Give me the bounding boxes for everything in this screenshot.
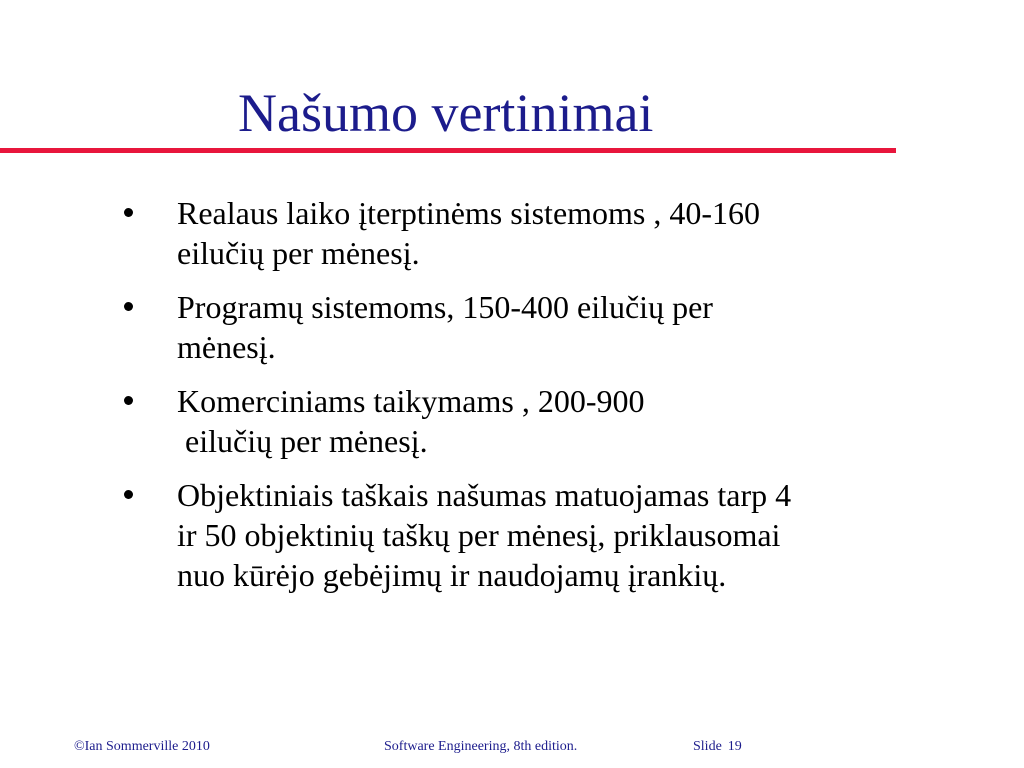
bullet-item [124, 193, 924, 273]
bullet-item [124, 287, 924, 367]
bullet-dot-icon [124, 396, 133, 405]
bullet-dot-icon [124, 490, 133, 499]
bullet-text-line: Objektiniais taškais našumas matuojamas tarp 4 [177, 477, 792, 513]
bullet-text-line: Komerciniams taikymams , 200-900 [177, 383, 645, 419]
bullet-item [124, 475, 924, 595]
footer-book-title: Software Engineering, 8th edition. [384, 739, 578, 754]
footer-slide-label: Slide [693, 739, 722, 754]
bullet-text-line: Programų sistemoms, 150-400 eilučių per [177, 289, 713, 325]
bullet-text-line: eilučių per mėnesį. [177, 423, 428, 459]
bullet-list [124, 193, 924, 609]
bullet-text-line: eilučių per mėnesį. [177, 235, 420, 271]
footer-slide-number: 19 [727, 739, 742, 754]
bullet-text-line: mėnesį. [177, 329, 276, 365]
bullet-text-line: Realaus laiko įterptinėms sistemoms , 40-160 [177, 195, 761, 231]
bullet-item [124, 381, 924, 461]
bullet-dot-icon [124, 208, 133, 217]
bullet-text-line: ir 50 objektinių taškų per mėnesį, priklausomai [177, 517, 781, 553]
slide-title: Našumo vertinimai [238, 83, 654, 143]
title-underline-rule [0, 148, 896, 153]
footer-copyright: ©Ian Sommerville 2010 [74, 739, 210, 754]
footer-slide-indicator [693, 738, 742, 756]
bullet-text-line: nuo kūrėjo gebėjimų ir naudojamų įrankių. [177, 557, 727, 593]
bullet-dot-icon [124, 302, 133, 311]
